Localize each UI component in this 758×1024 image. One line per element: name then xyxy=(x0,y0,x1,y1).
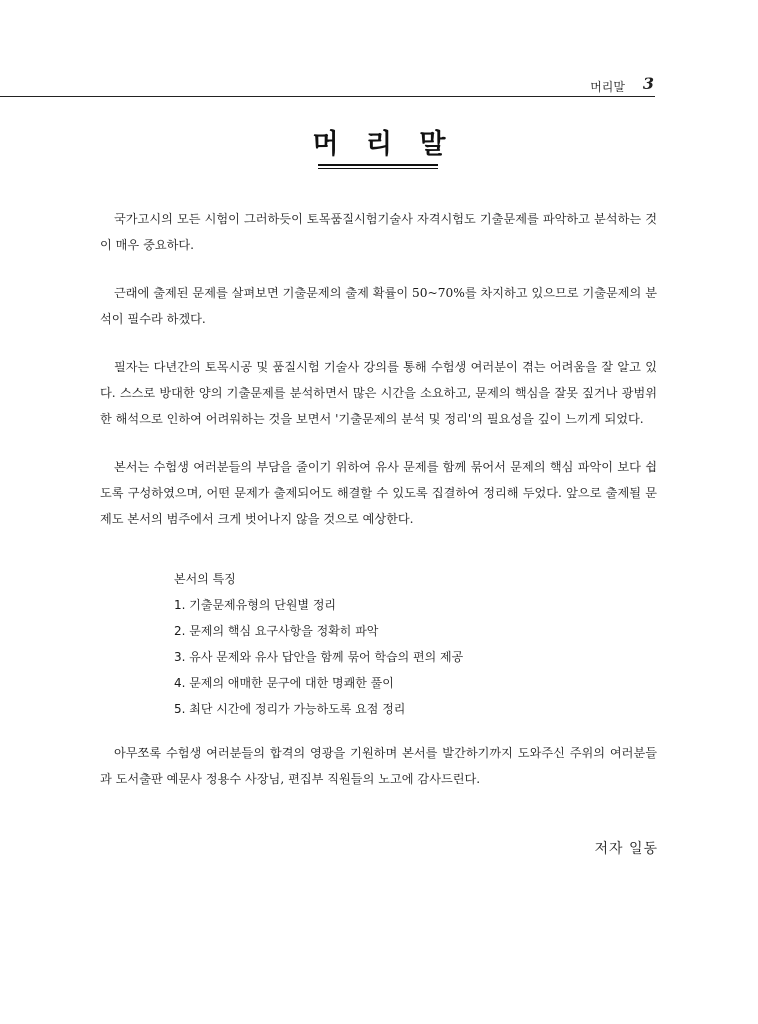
title-double-underline xyxy=(318,164,438,169)
preface-body xyxy=(100,206,657,554)
feature-item: 1. 기출문제유형의 단원별 정리 xyxy=(174,598,336,612)
book-features xyxy=(174,566,654,722)
features-title: 본서의 특징 xyxy=(174,572,236,586)
page-title: 머 리 말 xyxy=(312,129,455,160)
closing-paragraph: 아무쪼록 수험생 여러분들의 합격의 영광을 기원하며 본서를 발간하기까지 도와주신 주위의 여러분들과 도서출판 예문사 정용수 사장님, 편집부 직원들의 노고에 감사드린다. xyxy=(100,746,657,786)
features-list xyxy=(174,592,654,722)
title-block xyxy=(0,128,758,162)
preface-paragraph: 필자는 다년간의 토목시공 및 품질시험 기술사 강의를 통해 수험생 여러분이 겪는 어려움을 잘 알고 있다. 스스로 방대한 양의 기출문제를 분석하면서 많은 시간을 소요하고, 문제의 핵심을 잘못 짚거나 광범위한 해석으로 인하여 어려워하는 것을 보면서 '기출문제의 분석 및 정리'의 필요성을 깊이 느끼게 되었다. xyxy=(100,360,657,426)
header-section-label: 머리말 xyxy=(590,80,625,94)
feature-item: 2. 문제의 핵심 요구사항을 정확히 파악 xyxy=(174,624,379,638)
feature-item: 4. 문제의 애매한 문구에 대한 명쾌한 풀이 xyxy=(174,676,394,690)
running-header xyxy=(0,74,655,97)
feature-item: 5. 최단 시간에 정리가 가능하도록 요점 정리 xyxy=(174,702,406,716)
page-number: 3 xyxy=(642,74,654,93)
feature-item: 3. 유사 문제와 유사 답안을 함께 묶어 학습의 편의 제공 xyxy=(174,650,464,664)
preface-paragraph: 국가고시의 모든 시험이 그러하듯이 토목품질시험기술사 자격시험도 기출문제를 파악하고 분석하는 것이 매우 중요하다. xyxy=(100,212,657,252)
closing-block xyxy=(100,740,657,814)
preface-paragraph: 근래에 출제된 문제를 살펴보면 기출문제의 출제 확률이 50~70%를 차지하고 있으므로 기출문제의 분석이 필수라 하겠다. xyxy=(100,286,657,326)
title-underline-thin xyxy=(318,168,438,169)
preface-paragraph: 본서는 수험생 여러분들의 부담을 줄이기 위하여 유사 문제를 함께 묶어서 문제의 핵심 파악이 보다 쉽도록 구성하였으며, 어떤 문제가 출제되어도 해결할 수 있도록 집결하여 정리해 두었다. 앞으로 출제될 문제도 본서의 범주에서 크게 벗어나지 않을 것으로 예상한다. xyxy=(100,460,657,526)
author-signature: 저자 일동 xyxy=(594,841,658,857)
title-underline-thick xyxy=(318,164,438,166)
